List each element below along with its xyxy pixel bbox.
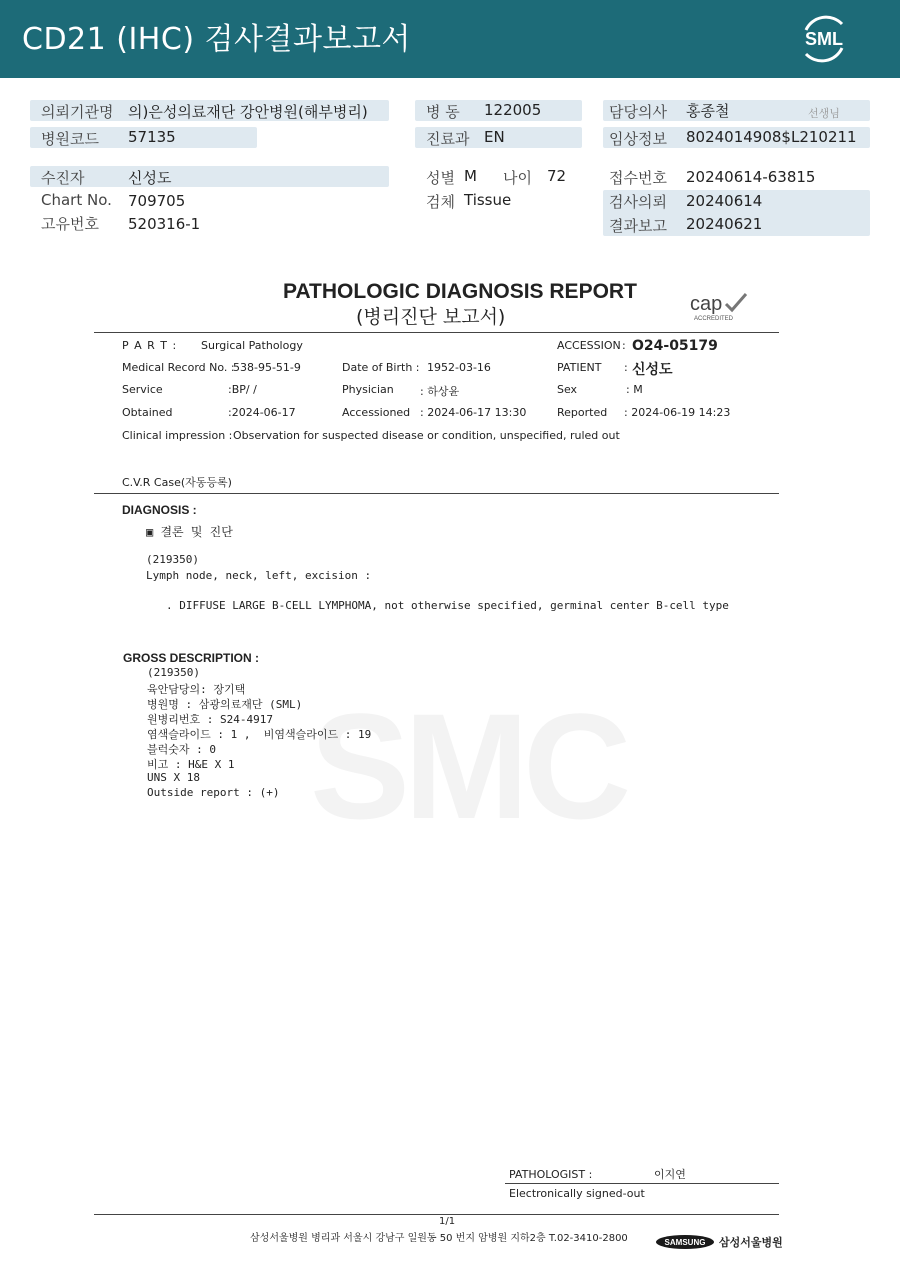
gross-line: 육안담당의: 장기택 [147, 683, 246, 696]
chart-no-value: 709705 [128, 192, 186, 210]
clinical-info-label: 임상정보 [609, 130, 667, 148]
sex-value: M [464, 167, 477, 185]
sml-logo-text: SML [805, 29, 843, 49]
physician-label: Physician [342, 383, 394, 396]
institution-value: 의)은성의료재단 강안병원(해부병리) [128, 103, 368, 121]
request-date-value: 20240614 [686, 192, 763, 210]
gross-line: Outside report : (+) [147, 786, 280, 799]
signed-out: Electronically signed-out [509, 1187, 645, 1200]
receipt-no-value: 20240614-63815 [686, 168, 816, 186]
page-number: 1/1 [439, 1216, 456, 1227]
reported-value: : 2024-06-19 14:23 [624, 406, 731, 419]
pathologist-label: PATHOLOGIST : [509, 1168, 593, 1181]
obtained-value: :2024-06-17 [228, 406, 296, 419]
age-label: 나이 [503, 169, 532, 187]
accession-label: ACCESSION [557, 339, 621, 352]
watermark: SMC [310, 682, 626, 850]
diagnosis-line: . DIFFUSE LARGE B-CELL LYMPHOMA, not otherwise specified, germinal center B-cell type [166, 599, 729, 612]
gross-heading: GROSS DESCRIPTION : [123, 651, 260, 665]
part-value: Surgical Pathology [201, 339, 303, 352]
patient-value-report: 신성도 [632, 362, 673, 378]
footer-address: 삼성서울병원 병리과 서울시 강남구 일원동 50 번지 암병원 지하2층 T.02-3410-2800 [250, 1233, 628, 1244]
diagnosis-line: Lymph node, neck, left, excision : [146, 569, 372, 582]
specimen-label: 검체 [426, 193, 455, 211]
diagnosis-line: (219350) [146, 553, 199, 566]
ward-value: 122005 [484, 101, 542, 119]
gross-line: (219350) [147, 666, 200, 679]
accession-value: O24-05179 [632, 338, 718, 354]
service-value: :BP/ / [228, 383, 257, 396]
cap-logo-subtext: ACCREDITED [694, 316, 734, 322]
footer-divider [94, 1214, 779, 1215]
sex-label-report: Sex [557, 383, 578, 396]
hospital-name: 삼성서울병원 [719, 1236, 783, 1249]
signature-line [505, 1183, 779, 1184]
info-divider [94, 493, 779, 494]
clinical-impression-value: Observation for suspected disease or condition, unspecified, ruled out [233, 429, 620, 442]
patient-label-report: PATIENT [557, 361, 602, 374]
doctor-suffix: 선생님 [808, 107, 840, 120]
obtained-label: Obtained [122, 406, 173, 419]
hospital-code-value: 57135 [128, 128, 176, 146]
age-value: 72 [547, 167, 567, 185]
clinical-impression-label: Clinical impression : [122, 429, 233, 442]
checkmark-icon [726, 294, 746, 310]
gross-line: 비고 : H&E X 1 [147, 758, 235, 771]
institution-label: 의뢰기관명 [41, 103, 114, 121]
hospital-code-label: 병원코드 [41, 130, 99, 148]
cap-accredited-logo [688, 290, 752, 322]
ward-label: 병 동 [426, 103, 460, 121]
doctor-value: 홍종철 [686, 102, 730, 120]
title-divider [94, 332, 779, 333]
sex-value-report: : M [626, 383, 643, 396]
chart-no-label: Chart No. [41, 191, 112, 209]
part-label: P A R T : [122, 339, 178, 352]
department-value: EN [484, 128, 505, 146]
request-date-label: 검사의뢰 [609, 193, 667, 211]
service-label: Service [122, 383, 163, 396]
clinical-info-value: 8024014908$L210211 [686, 128, 857, 146]
doctor-label: 담당의사 [609, 103, 667, 121]
dob-label: Date of Birth : [342, 361, 420, 374]
physician-value: : 하상윤 [420, 385, 460, 398]
samsung-logo [656, 1234, 714, 1248]
report-subtitle: (병리진단 보고서) [356, 306, 506, 328]
pathology-report: SMC PATHOLOGIC DIAGNOSIS REPORT (병리진단 보고서) cap ACCREDITED P A R T : Surgical Pathology ACCESSION : O24-05179 Medical Record No. : 538-95-51-9 Date of Birth : 1952-03-16 PATIENT : 신성도 Service :BP/ / Physician : 하상윤 Sex : M Obtained :2024-06-17 Accessioned : 2024-06-17 13:30 Reported : 2024-06-19 14:23 Clinical impression : Observation for suspected disease or condition, unspecified, ruled out C.V.R Case(자동등록) DIAGNOSIS : ▣ 결론 및 진단 (219350) Lymph node, neck, left, excision : . DIFFUSE LARGE B-CELL LYMPHOMA, not otherwise specified, germinal center B-cell type GROSS DESCRIPTION : (219350) 육안담당의: 장기택 병원명 : 삼광의료재단 (SML) 원병리번호 : S24-4917 염색슬라이드 : 1 , 비염색슬라이드 : 19 블럭숫자 : 0 비고 : H&E X 1 UNS X 18 Outside report : (+) PATHOLOGIST : 이지연 Electronically signed-out 1/1 삼성서울병원 병리과 서울시 강남구 일원동 50 번지 암병원 지하2층 T.02-3410-2800 SAMSUNG 삼성서울병원 [0, 0, 900, 1271]
diagnosis-line: ▣ 결론 및 진단 [146, 525, 233, 539]
gross-line: 병원명 : 삼광의료재단 (SML) [147, 698, 303, 711]
gross-line: 블럭숫자 : 0 [147, 743, 216, 756]
report-title: PATHOLOGIC DIAGNOSIS REPORT [283, 280, 637, 303]
gross-line: UNS X 18 [147, 771, 200, 784]
dob-value: 1952-03-16 [427, 361, 491, 374]
page-title: CD21 (IHC) 검사결과보고서 [22, 22, 411, 57]
specimen-value: Tissue [464, 191, 512, 209]
diagnosis-heading: DIAGNOSIS : [122, 503, 197, 517]
unique-no-value: 520316-1 [128, 215, 201, 233]
report-date-label: 결과보고 [609, 217, 667, 235]
unique-no-label: 고유번호 [41, 215, 99, 233]
samsung-logo-text: SAMSUNG [664, 1238, 706, 1247]
reported-label: Reported [557, 406, 608, 419]
cvr-case: C.V.R Case(자동등록) [122, 476, 232, 489]
department-label: 진료과 [426, 130, 470, 148]
gross-line: 염색슬라이드 : 1 , 비염색슬라이드 : 19 [147, 728, 372, 741]
receipt-no-label: 접수번호 [609, 169, 667, 187]
sex-label: 성별 [426, 169, 455, 187]
accessioned-label: Accessioned [342, 406, 411, 419]
mrn-value: 538-95-51-9 [233, 361, 301, 374]
accessioned-value: : 2024-06-17 13:30 [420, 406, 527, 419]
cap-logo-text: cap [690, 293, 723, 315]
mrn-label: Medical Record No. : [122, 361, 235, 374]
pathologist-value: 이지연 [654, 1168, 686, 1181]
gross-line: 원병리번호 : S24-4917 [147, 713, 273, 726]
patient-value: 신성도 [128, 169, 172, 187]
patient-label: 수진자 [41, 169, 85, 187]
report-date-value: 20240621 [686, 215, 763, 233]
